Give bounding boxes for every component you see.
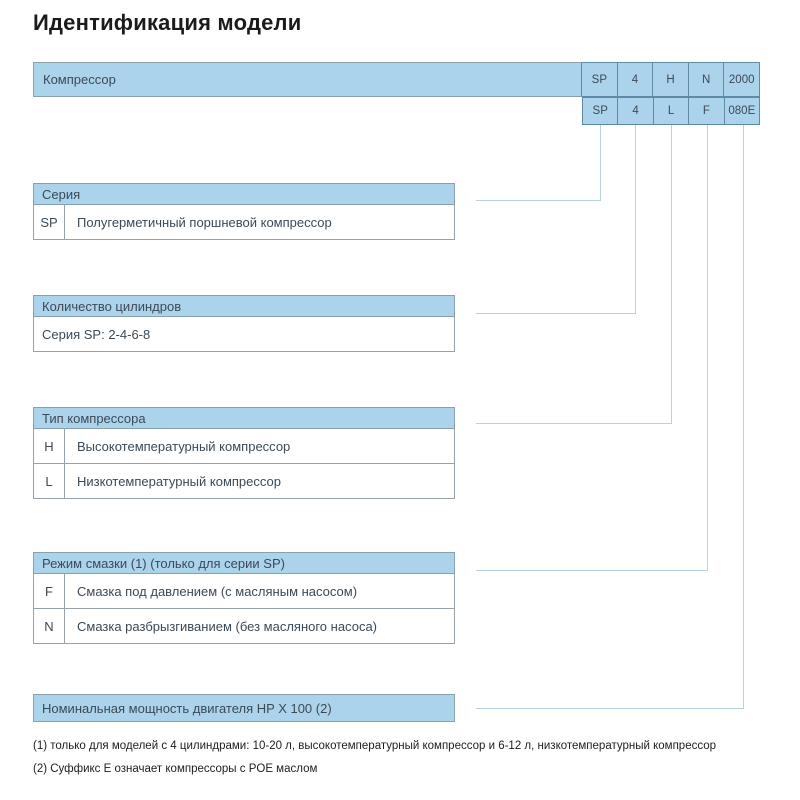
table-row bbox=[33, 205, 455, 240]
section-lubrication-header: Режим смазки (1) (только для серии SP) bbox=[33, 552, 455, 574]
code-cell-cylinders: 4 bbox=[618, 62, 654, 97]
cylinders-desc: Серия SP: 2-4-6-8 bbox=[42, 326, 151, 342]
table-row bbox=[33, 317, 455, 352]
connector-cylinders-horizontal bbox=[476, 313, 636, 314]
code-cell-lubrication: N bbox=[689, 62, 725, 97]
connector-lubrication-horizontal bbox=[476, 570, 708, 571]
type-code-h: H bbox=[34, 429, 65, 463]
table-row bbox=[33, 609, 455, 644]
section-series-header: Серия bbox=[33, 183, 455, 205]
connector-type-vertical bbox=[671, 125, 672, 424]
connector-power-horizontal bbox=[476, 708, 744, 709]
section-type bbox=[33, 407, 455, 499]
connector-series-vertical bbox=[600, 125, 601, 201]
section-power-header: Номинальная мощность двигателя HP X 100 (2) bbox=[33, 694, 455, 722]
section-lubrication bbox=[33, 552, 455, 644]
example-cell-type: L bbox=[654, 97, 689, 125]
compressor-label-cell bbox=[33, 62, 582, 97]
lubrication-desc-f: Смазка под давлением (с масляным насосом) bbox=[77, 583, 358, 599]
type-code-l: L bbox=[34, 464, 65, 498]
section-cylinders bbox=[33, 295, 455, 352]
code-cell-power: 2000 bbox=[724, 62, 760, 97]
series-code: SP bbox=[34, 205, 65, 239]
footnote-2: (2) Суффикс Е означает компрессоры с POE маслом bbox=[33, 763, 318, 775]
example-cell-cylinders: 4 bbox=[618, 97, 653, 125]
lubrication-desc-n: Смазка разбрызгиванием (без масляного насоса) bbox=[77, 618, 377, 634]
lubrication-code-n: N bbox=[34, 609, 65, 643]
type-desc-h: Высокотемпературный компрессор bbox=[77, 438, 291, 454]
lubrication-code-f: F bbox=[34, 574, 65, 608]
connector-type-horizontal bbox=[476, 423, 672, 424]
connector-series-horizontal bbox=[476, 200, 601, 201]
page-title: Идентификация модели bbox=[33, 10, 302, 35]
type-desc-l: Низкотемпературный компрессор bbox=[77, 473, 281, 489]
series-desc: Полугерметичный поршневой компрессор bbox=[77, 214, 332, 230]
section-series bbox=[33, 183, 455, 240]
compressor-label: Компрессор bbox=[43, 72, 116, 87]
footnote-1: (1) только для моделей с 4 цилиндрами: 10-20 л, высокотемпературный компрессор и 6-12 л, низкотемпературный компрессор bbox=[33, 740, 717, 752]
connector-cylinders-vertical bbox=[635, 125, 636, 314]
table-row bbox=[33, 464, 455, 499]
table-row bbox=[33, 429, 455, 464]
model-code-row bbox=[33, 62, 760, 97]
code-cell-series: SP bbox=[582, 62, 618, 97]
example-cell-power: 080E bbox=[725, 97, 760, 125]
section-type-header: Тип компрессора bbox=[33, 407, 455, 429]
connector-lubrication-vertical bbox=[707, 125, 708, 571]
example-cell-lubrication: F bbox=[689, 97, 724, 125]
code-cell-type: H bbox=[653, 62, 689, 97]
connector-power-vertical bbox=[743, 125, 744, 709]
table-row bbox=[33, 574, 455, 609]
example-cell-series: SP bbox=[582, 97, 618, 125]
example-code-row bbox=[582, 97, 760, 125]
section-cylinders-header: Количество цилиндров bbox=[33, 295, 455, 317]
